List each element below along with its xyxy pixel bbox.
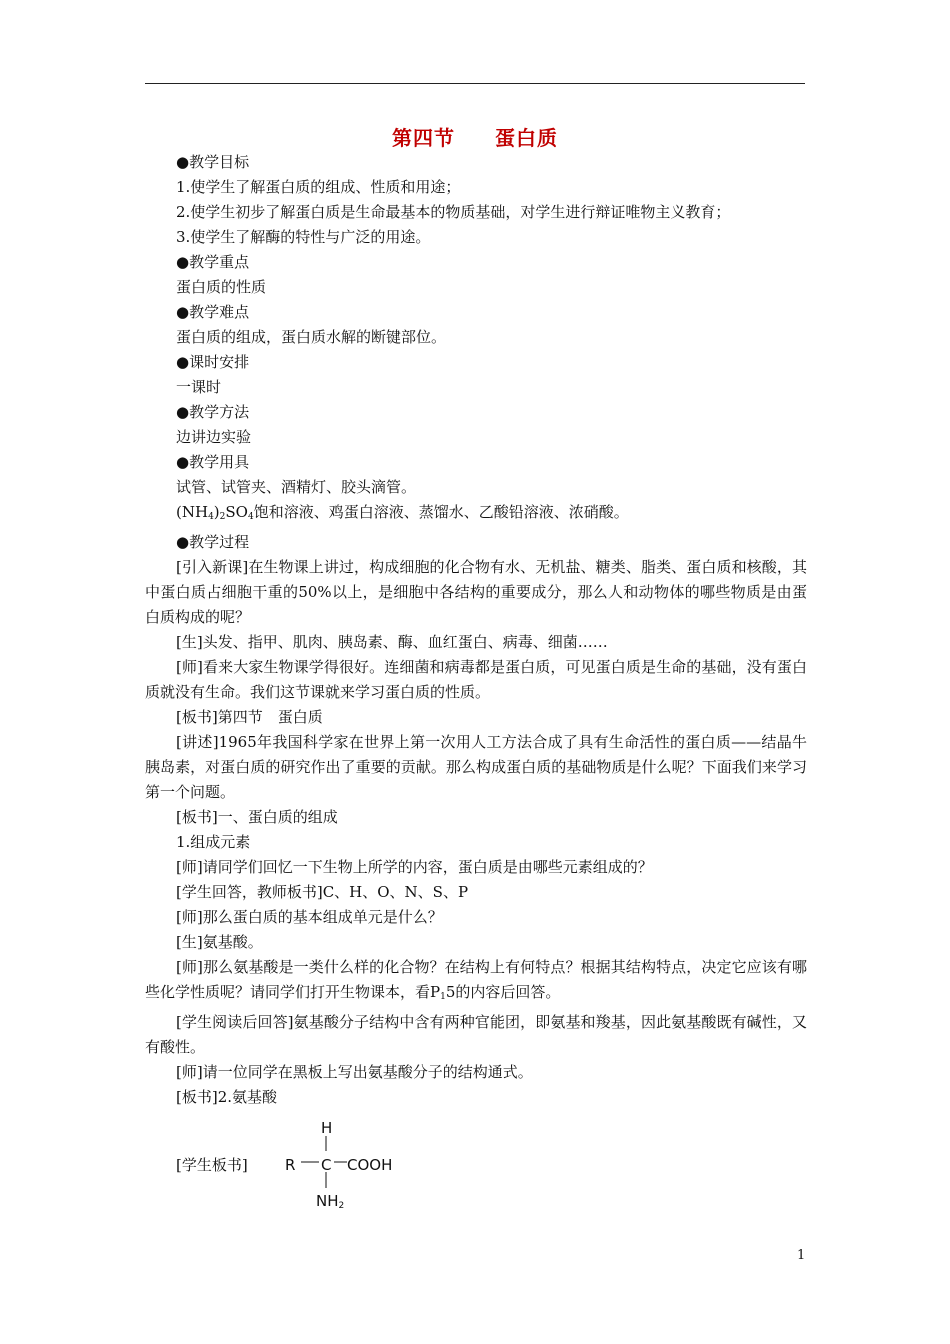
heading-difficulty: ●教学难点 xyxy=(176,303,250,321)
title-topic: 蛋白质 xyxy=(495,126,558,150)
heading-tools: ●教学用具 xyxy=(176,453,250,471)
paragraph-teacher-question-3: [师]那么氨基酸是一类什么样的化合物？在结构上有何特点？根据其结构特点，决定它应该有哪些化学性质呢？请同学们打开生物课本，看$P_15$的内容后回答。 xyxy=(145,958,807,1002)
heading-key-points: ●教学重点 xyxy=(176,253,250,271)
difficulty-text: 蛋白质的组成，蛋白质水解的断键部位。 xyxy=(176,328,447,346)
amino-acid-formula-row xyxy=(145,1110,807,1211)
heading-method: ●教学方法 xyxy=(176,403,250,421)
paragraph-lecture: [讲述]1965年我国科学家在世界上第一次用人工方法合成了具有生命活性的蛋白质——结晶牛胰岛素，对蛋白质的研究作出了重要的贡献。那么构成蛋白质的基础物质是什么呢？下面我们来学习第一个问题。 xyxy=(145,733,807,801)
paragraph-intro: [引入新课]在生物课上讲过，构成细胞的化合物有水、无机盐、糖类、脂类、蛋白质和核酸，其中蛋白质占细胞干重的50%以上，是细胞中各结构的重要成分，那么人和动物体的哪些物质是由蛋白质构成的呢？ xyxy=(145,558,807,626)
paragraph-student-answer-2: [生]氨基酸。 xyxy=(176,933,263,951)
page-number: 1 xyxy=(797,1248,806,1263)
schedule-text: 一课时 xyxy=(176,378,222,396)
paragraph-student-reading: [学生阅读后回答]氨基酸分子结构中含有两种官能团，即氨基和羧基，因此氨基酸既有碱性，又有酸性。 xyxy=(145,1013,807,1056)
tools-text: 试管、试管夹、酒精灯、胶头滴管。 xyxy=(176,478,417,496)
heading-goals: ●教学目标 xyxy=(176,153,250,171)
paragraph-teacher-1: [师]看来大家生物课学得很好。连细菌和病毒都是蛋白质，可见蛋白质是生命的基础，没有蛋白质就没有生命。我们这节课就来学习蛋白质的性质。 xyxy=(145,658,807,701)
paragraph-board-2: [板书]一、蛋白质的组成 xyxy=(176,808,338,826)
paragraph-student-board: [学生回答，教师板书]C、H、O、N、S、P xyxy=(176,883,469,901)
goal-item-3: 3.使学生了解酶的特性与广泛的用途。 xyxy=(176,228,431,246)
formula-hydrogen: H xyxy=(321,1119,333,1137)
paragraph-board-1: [板书]第四节 蛋白质 xyxy=(176,708,323,726)
paragraph-student-answer-1: [生]头发、指甲、肌肉、胰岛素、酶、血红蛋白、病毒、细菌…… xyxy=(176,633,608,651)
page-title xyxy=(0,122,950,151)
heading-schedule: ●课时安排 xyxy=(176,353,250,371)
paragraph-teacher-question-2: [师]那么蛋白质的基本组成单元是什么？ xyxy=(176,908,443,926)
reagents-text: $(NH_4)_2SO_4$饱和溶液、鸡蛋白溶液、蒸馏水、乙酸铅溶液、浓硝酸。 xyxy=(176,503,629,522)
key-points-text: 蛋白质的性质 xyxy=(176,278,267,296)
heading-process: ●教学过程 xyxy=(176,533,250,551)
title-section-number: 第四节 xyxy=(392,126,455,150)
method-text: 边讲边实验 xyxy=(176,428,252,446)
goal-item-1: 1.使学生了解蛋白质的组成、性质和用途； xyxy=(176,178,461,196)
paragraph-teacher-question-1: [师]请同学们回忆一下生物上所学的内容，蛋白质是由哪些元素组成的？ xyxy=(176,858,653,876)
paragraph-teacher-question-4: [师]请一位同学在黑板上写出氨基酸分子的结构通式。 xyxy=(176,1063,533,1081)
formula-amino: $NH_2$ xyxy=(316,1192,345,1211)
document-body xyxy=(145,150,807,1211)
paragraph-board-3: [板书]2.氨基酸 xyxy=(176,1088,278,1106)
paragraph-item-1: 1.组成元素 xyxy=(176,833,251,851)
student-board-label: [学生板书] xyxy=(176,1156,248,1174)
formula-r-group: R xyxy=(285,1156,296,1174)
header-rule xyxy=(145,83,805,84)
formula-carbon: C xyxy=(321,1156,332,1174)
amino-acid-structure xyxy=(285,1116,405,1211)
formula-carboxyl: COOH xyxy=(347,1156,393,1174)
goal-item-2: 2.使学生初步了解蛋白质是生命最基本的物质基础，对学生进行辩证唯物主义教育； xyxy=(176,203,731,221)
